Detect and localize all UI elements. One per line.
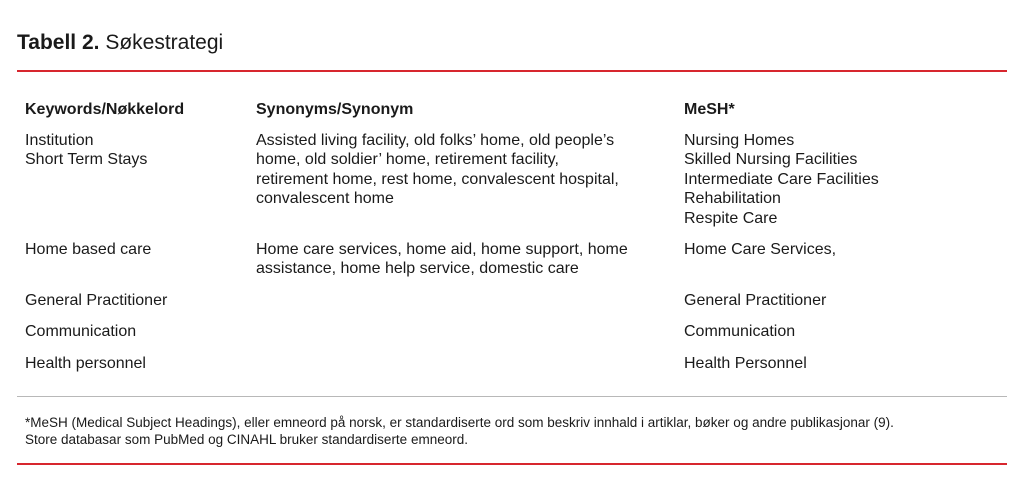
header-synonyms: Synonyms/Synonym: [256, 101, 414, 118]
cell-line: Health personnel: [25, 355, 146, 372]
table-title: [17, 29, 223, 57]
mesh-cell: [684, 291, 826, 310]
cell-line: convalescent home: [256, 190, 394, 208]
keyword-cell: [25, 322, 136, 341]
cell-line: Intermediate Care Facilities: [684, 170, 879, 188]
footnote-divider: [17, 396, 1007, 397]
cell-line: Assisted living facility, old folks’ home, old people’s: [256, 132, 615, 149]
synonym-cell: [256, 131, 619, 209]
cell-line: Nursing Homes: [684, 132, 795, 149]
mesh-cell: [684, 354, 807, 373]
cell-line: Respite Care: [684, 209, 778, 227]
header-keywords: Keywords/Nøkkelord: [25, 101, 185, 118]
bottom-rule: [17, 463, 1007, 465]
keyword-cell: [25, 291, 167, 310]
keyword-cell: [25, 354, 146, 373]
header-mesh: MeSH*: [684, 101, 735, 118]
cell-line: Communication: [684, 323, 796, 340]
footnote: [25, 414, 894, 448]
mesh-cell: [684, 322, 795, 341]
cell-line: General Practitioner: [684, 292, 827, 309]
cell-line: Home Care Services,: [684, 241, 837, 258]
cell-line: General Practitioner: [25, 292, 168, 309]
cell-line: assistance, home help service, domestic care: [256, 260, 579, 278]
cell-line: Short Term Stays: [25, 151, 148, 169]
mesh-cell: [684, 131, 879, 228]
cell-line: Health Personnel: [684, 355, 807, 372]
cell-line: retirement home, rest home, convalescent hospital,: [256, 170, 619, 188]
keyword-cell: [25, 131, 147, 170]
cell-line: Home care services, home aid, home support, home: [256, 241, 628, 258]
cell-line: Rehabilitation: [684, 190, 781, 208]
footnote-line: *MeSH (Medical Subject Headings), eller emneord på norsk, er standardiserte ord som beskriv innhald i artiklar, bøker og andre publikasjonar (9).: [25, 415, 894, 430]
table-number: Tabell 2.: [17, 31, 100, 54]
cell-line: Home based care: [25, 241, 152, 258]
table-caption: Søkestrategi: [105, 31, 224, 54]
cell-line: Institution: [25, 132, 94, 149]
synonym-cell: [256, 240, 628, 279]
mesh-cell: [684, 240, 836, 259]
cell-line: home, old soldier’ home, retirement facility,: [256, 151, 559, 169]
top-rule: [17, 70, 1007, 72]
cell-line: Skilled Nursing Facilities: [684, 151, 858, 169]
cell-line: Communication: [25, 323, 137, 340]
footnote-line: Store databasar som PubMed og CINAHL bruker standardiserte emneord.: [25, 432, 468, 447]
keyword-cell: [25, 240, 151, 259]
